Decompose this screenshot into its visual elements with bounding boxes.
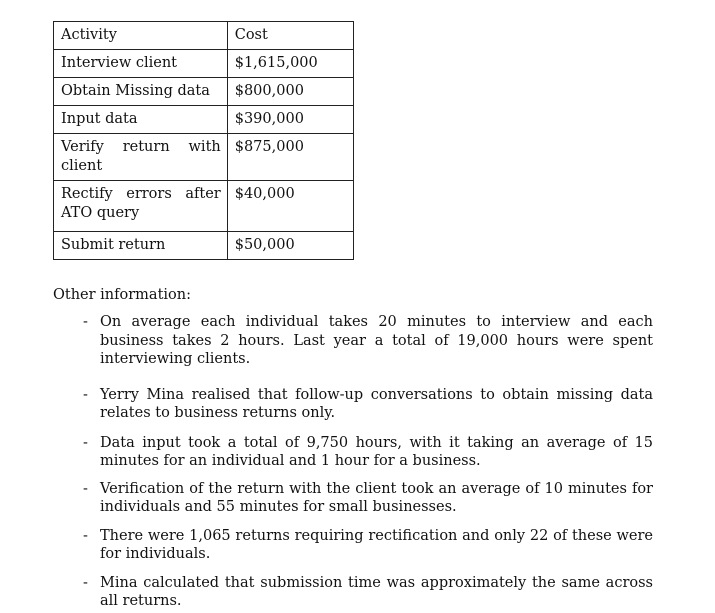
- cost-cell: $390,000: [227, 106, 353, 134]
- bullet-dash: -: [83, 527, 88, 544]
- list-item-text: Verification of the return with the client took an average of 10 minutes for individuals and 55 minutes for small businesses.: [100, 480, 653, 515]
- activity-cell: Verify return with client: [54, 134, 228, 181]
- activity-cell: Input data: [54, 106, 228, 134]
- cost-table: [53, 21, 354, 260]
- list-item: [53, 480, 653, 517]
- list-item: [53, 434, 653, 471]
- cost-cell: $875,000: [227, 134, 353, 181]
- list-item-text: Mina calculated that submission time was approximately the same across all returns.: [100, 574, 653, 609]
- table-row: [54, 78, 354, 106]
- bullet-dash: -: [83, 386, 88, 403]
- bullet-dash: -: [83, 314, 88, 330]
- list-item: [53, 527, 653, 564]
- header-activity: Activity: [54, 22, 228, 50]
- table-row: [54, 232, 354, 260]
- bullet-dash: -: [83, 574, 88, 591]
- activity-cell: Submit return: [54, 232, 228, 260]
- activity-cell: Interview client: [54, 50, 228, 78]
- list-item-text: Yerry Mina realised that follow-up conversations to obtain missing data relates to business returns only.: [100, 386, 653, 421]
- table-header-row: [54, 22, 354, 50]
- table-row: [54, 50, 354, 78]
- cost-cell: $40,000: [227, 181, 353, 232]
- bullet-dash: -: [83, 480, 88, 497]
- cost-cell: $1,615,000: [227, 50, 353, 78]
- table-row: [54, 106, 354, 134]
- list-item-text: On average each individual takes 20 minutes to interview and each business takes 2 hours. Last year a total of 19,000 hours were spent interviewing clients.: [100, 314, 653, 367]
- other-information-heading: Other information:: [53, 287, 191, 303]
- activity-cell: Rectify errors after ATO query: [54, 181, 228, 232]
- other-information-list: [53, 313, 653, 611]
- bullet-dash: -: [83, 434, 88, 451]
- list-item: [53, 574, 653, 611]
- header-cost: Cost: [227, 22, 353, 50]
- cost-cell: $50,000: [227, 232, 353, 260]
- activity-cell: Obtain Missing data: [54, 78, 228, 106]
- cost-cell: $800,000: [227, 78, 353, 106]
- list-item-text: Data input took a total of 9,750 hours, with it taking an average of 15 minutes for an individual and 1 hour for a business.: [100, 434, 653, 469]
- table-row: [54, 134, 354, 181]
- list-item: [53, 386, 653, 423]
- list-item: [53, 313, 653, 369]
- list-item-text: There were 1,065 returns requiring rectification and only 22 of these were for individuals.: [100, 527, 653, 562]
- table-row: [54, 181, 354, 232]
